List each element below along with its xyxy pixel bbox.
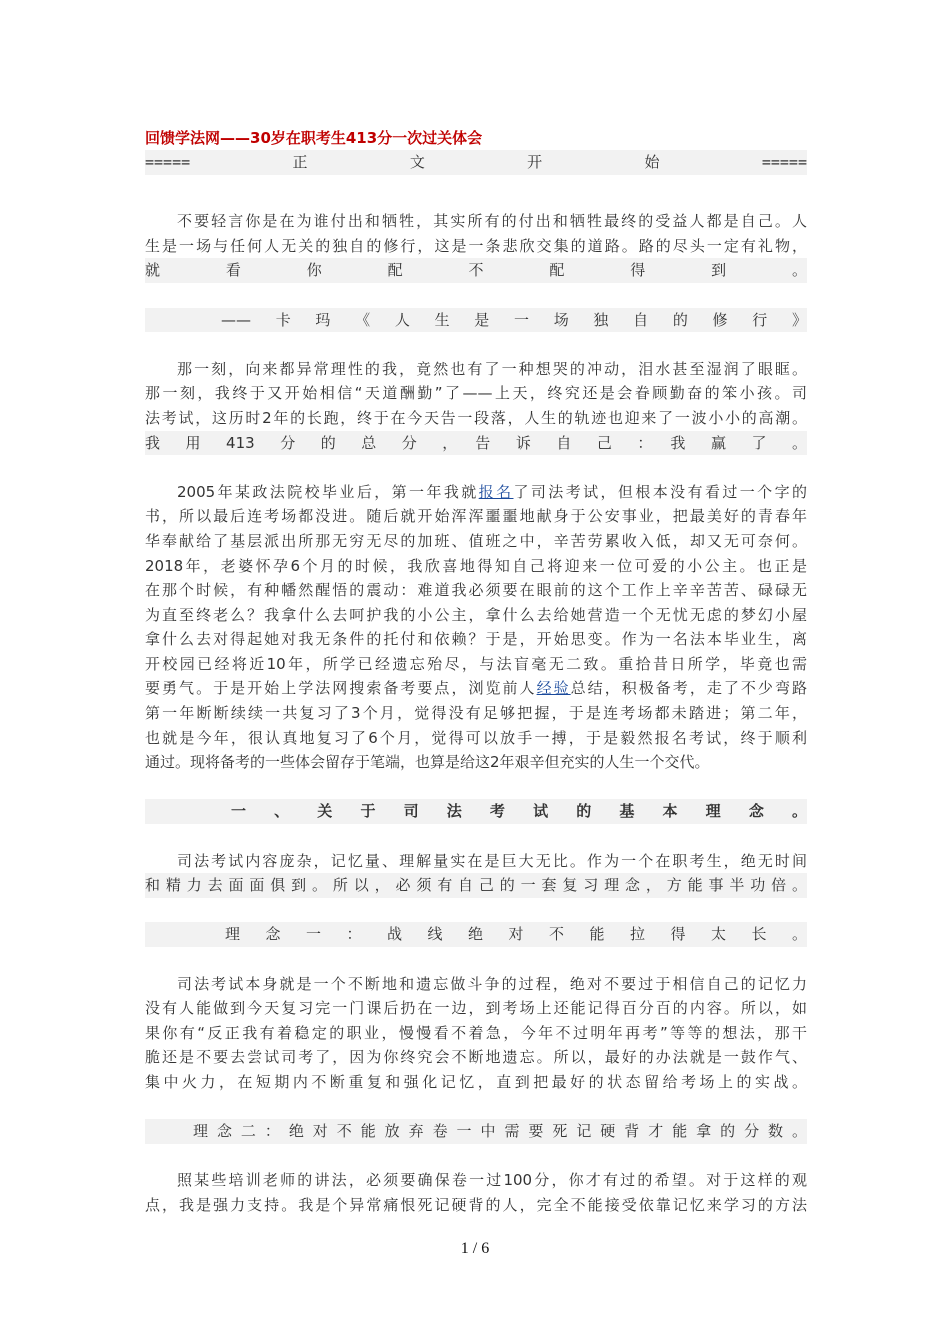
paragraph-line: 我 用 413 分 的 总 分 ， 告 诉 自 己 ： 我 赢 了 。	[145, 431, 807, 456]
paragraph-text: 2005年某政法院校毕业后，第一年我就	[177, 482, 479, 501]
paragraph-text: 要勇气。于是开始上学法网搜索备考要点，浏览前人	[145, 679, 537, 698]
concept-heading: 理念二：绝对不能放弃卷一中需要死记硬背才能拿的分数。	[145, 1119, 807, 1144]
paragraph-6	[145, 1168, 807, 1217]
concept-heading: 理念一：战线绝对不能拉得太长。	[145, 922, 807, 947]
paragraph-line: 开校园已经将近10年，所学已经遗忘殆尽，与法盲毫无二致。重拾昔日所学，毕竟也需	[145, 654, 807, 673]
paragraph-line: 脆还是不要去尝试司考了，因为你终究会不断地遗忘。所以，最好的办法就是一鼓作气、	[145, 1048, 807, 1067]
paragraph-line: 那一刻，向来都异常理性的我，竟然也有了一种想哭的冲动，泪水甚至湿润了眼眶。	[177, 359, 807, 378]
body-start-separator: ===== 正 文 开 始 =====	[145, 150, 807, 175]
quote-attribution: ——卡玛《人生是一场独自的修行》	[145, 308, 807, 333]
paragraph-line: 那一刻，我终于又开始相信“天道酬勤”了——上天，终究还是会眷顾勤奋的笨小孩。司	[145, 384, 807, 403]
paragraph-line: 集中火力，在短期内不断重复和强化记忆，直到把最好的状态留给考场上的实战。	[145, 1072, 807, 1091]
paragraph-1	[145, 209, 807, 283]
paragraph-line: 2018年，老婆怀孕6个月的时候，我欣喜地得知自己将迎来一位可爱的小公主。也正是	[145, 556, 807, 575]
paragraph-line: 司法考试本身就是一个不断地和遗忘做斗争的过程，绝对不要过于相信自己的记忆力	[177, 974, 807, 993]
page-number: 1 / 6	[460, 1240, 490, 1257]
paragraph-line: 生是一场与任何人无关的独自的修行，这是一条悲欣交集的道路。路的尽头一定有礼物，	[145, 236, 807, 255]
paragraph-line: 拿什么去对得起她对我无条件的托付和依赖？于是，开始思变。作为一名法本毕业生，离	[145, 630, 807, 649]
paragraph-line: 和精力去面面俱到。所以，必须有自己的一套复习理念，方能事半功倍。	[145, 873, 807, 898]
paragraph-line	[145, 480, 807, 505]
paragraph-line: 在那个时候，有种幡然醒悟的震动：难道我必须要在眼前的这个工作上辛辛苦苦、碌碌无	[145, 581, 807, 600]
paragraph-line: 果你有“反正我有着稳定的职业，慢慢看不着急，今年不过明年再考”等等的想法，那干	[145, 1023, 807, 1042]
paragraph-3	[145, 480, 807, 775]
paragraph-text: 了司法考试，但根本没有看过一个字的	[513, 482, 807, 501]
paragraph-line: 也就是今年，很认真地复习了6个月，觉得可以放手一搏，于是毅然报名考试，终于顺利	[145, 728, 807, 747]
document-title: 回馈学法网——30岁在职考生413分一次过关体会	[145, 129, 483, 147]
paragraph-2	[145, 357, 807, 455]
paragraph-text: 总结，积极备考，走了不少弯路	[570, 679, 807, 698]
paragraph-line: 就 看 你 配 不 配 得 到 。	[145, 258, 807, 283]
paragraph-line: 华奉献给了基层派出所那无穷无尽的加班、值班之中，辛苦劳累收入低，却又无可奈何。	[145, 531, 807, 550]
paragraph-line: 司法考试内容庞杂，记忆量、理解量实在是巨大无比。作为一个在职考生，绝无时间	[177, 851, 807, 870]
paragraph-line: 照某些培训老师的讲法，必须要确保卷一过100分，你才有过的希望。对于这样的观	[177, 1171, 807, 1190]
signup-link[interactable]: 报名	[478, 482, 514, 501]
experience-link[interactable]: 经验	[536, 679, 571, 698]
paragraph-line: 不要轻言你是在为谁付出和牺牲，其实所有的付出和牺牲最终的受益人都是自己。人	[177, 212, 807, 231]
paragraph-line: 书，所以最后连考场都没进。随后就开始浑浑噩噩地献身于公安事业，把最美好的青春年	[145, 507, 807, 526]
document-content	[145, 126, 807, 1218]
section-heading: 一、关于司法考试的基本理念。	[145, 799, 807, 824]
paragraph-line: 通过。现将备考的一些体会留存于笔端，也算是给这2年艰辛但充实的人生一个交代。	[145, 753, 710, 772]
paragraph-line: 第一年断断续续一共复习了3个月，觉得没有足够把握，于是连考场都未踏进；第二年，	[145, 704, 807, 723]
paragraph-line: 为直至终老么？我拿什么去呵护我的小公主，拿什么去给她营造一个无忧无虑的梦幻小屋	[145, 605, 807, 624]
paragraph-line: 法考试，这历时2年的长跑，终于在今天告一段落，人生的轨迹也迎来了一波小小的高潮。	[145, 408, 807, 427]
paragraph-5	[145, 972, 807, 1095]
paragraph-line: 点，我是强力支持。我是个异常痛恨死记硬背的人，完全不能接受依靠记忆来学习的方法	[145, 1195, 807, 1214]
paragraph-line: 没有人能做到今天复习完一门课后扔在一边，到考场上还能记得百分百的内容。所以，如	[145, 999, 807, 1018]
paragraph-line	[145, 676, 807, 701]
paragraph-4	[145, 849, 807, 898]
